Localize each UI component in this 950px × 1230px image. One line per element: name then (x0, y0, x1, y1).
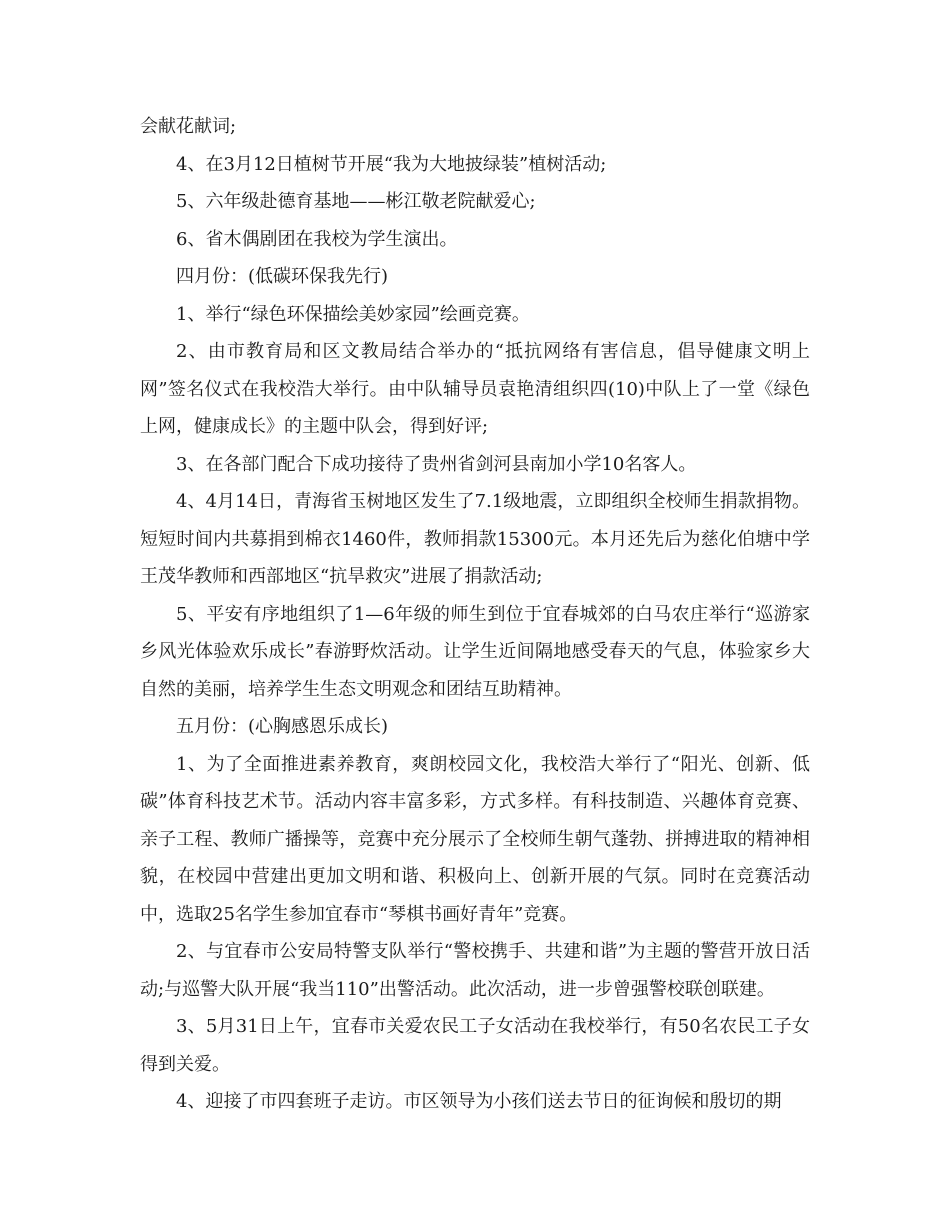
paragraph-item-5-march: 5、六年级赴德育基地——彬江敬老院献爱心; (176, 191, 536, 212)
paragraph-item-1-may: 1、为了全面推进素养教育，爽朗校园文化，我校浩大举行了“阳光、创新、低碳”体育科技艺术节。活动内容丰富多彩，方式多样。有科技制造、兴趣体育竞赛、亲子工程、教师广播操等，竞赛中充分展示了全校师生朝气蓬勃、拼搏进取的精神相貌，在校园中营建出更加文明和谐、积极向上、创新开展的气氛。同时在竞赛活动中，选取25名学生参加宜春市“琴棋书画好青年”竞赛。 (140, 753, 810, 925)
paragraph-item-5-april: 5、平安有序地组织了1—6年级的师生到位于宜春城郊的白马农庄举行“巡游家乡风光体验欢乐成长”春游野炊活动。让学生近间隔地感受春天的气息，体验家乡大自然的美丽，培养学生生态文明观念和团结互助精神。 (140, 603, 810, 700)
paragraph-item-1-april: 1、举行“绿色环保描绘美妙家园”绘画竞赛。 (176, 303, 530, 325)
section-heading-april: 四月份：(低碳环保我先行) (176, 266, 389, 287)
paragraph-item-6-march: 6、省木偶剧团在我校为学生演出。 (176, 228, 458, 250)
document-page (140, 108, 810, 1121)
paragraph-item-3-may: 3、5月31日上午，宜春市关爱农民工子女活动在我校举行，有50名农民工子女得到关爱。 (140, 1016, 810, 1075)
paragraph-item-4-april: 4、4月14日，青海省玉树地区发生了7.1级地震，立即组织全校师生捐款捐物。短短时间内共募捐到棉衣1460件，教师捐款15300元。本月还先后为慈化伯塘中学王茂华教师和西部地区“抗旱救灾”进展了捐款活动; (140, 491, 810, 587)
paragraph-item-3-april: 3、在各部门配合下成功接待了贵州省剑河县南加小学10名客人。 (176, 453, 697, 475)
paragraph-item-4-march: 4、在3月12日植树节开展“我为大地披绿装”植树活动; (176, 153, 607, 175)
paragraph-item-4-may: 4、迎接了市四套班子走访。市区领导为小孩们送去节日的征询候和殷切的期 (176, 1091, 782, 1112)
paragraph-item-2-may: 2、与宜春市公安局特警支队举行“警校携手、共建和谐”为主题的警营开放日活动;与巡警大队开展“我当110”出警活动。此次活动，进一步曾强警校联创联建。 (140, 941, 810, 1000)
paragraph-continuation: 会献花献词; (140, 116, 237, 137)
paragraph-item-2-april: 2、由市教育局和区文教局结合举办的“抵抗网络有害信息，倡导健康文明上网”签名仪式在我校浩大举行。由中队辅导员袁艳清组织四(10)中队上了一堂《绿色上网，健康成长》的主题中队会，得到好评; (140, 341, 810, 437)
section-heading-may: 五月份：(心胸感恩乐成长) (176, 716, 389, 737)
